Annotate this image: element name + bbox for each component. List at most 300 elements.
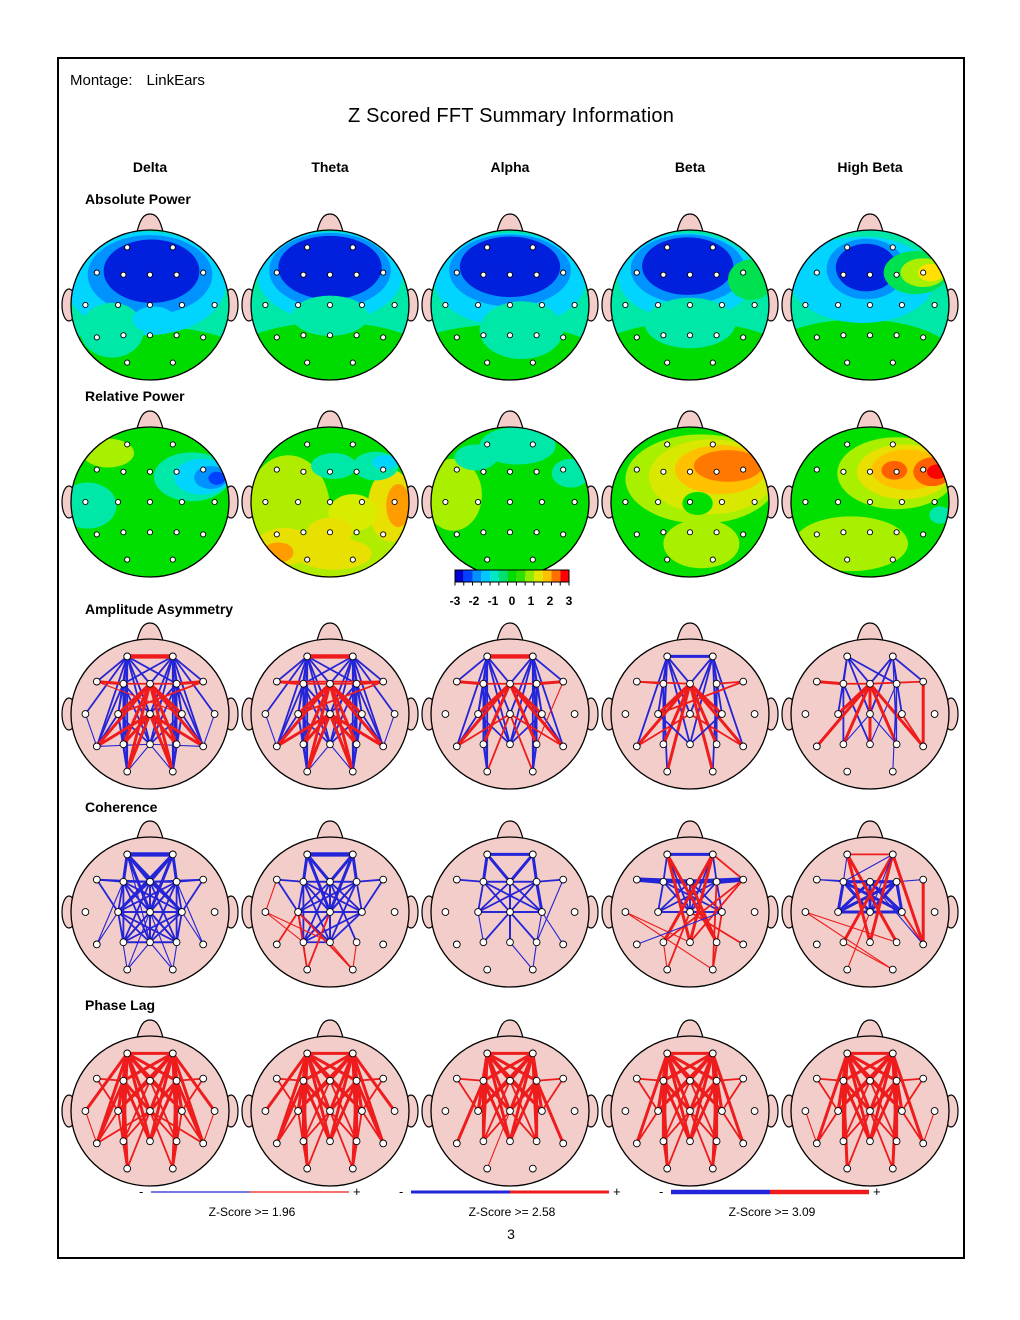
electrode-dot-T6 — [920, 743, 927, 750]
electrode-dot-Fp1 — [485, 245, 490, 250]
head-svg-coherence-alpha — [420, 817, 600, 992]
head-svg-coherence-beta — [600, 817, 780, 992]
electrode-dot-C4 — [359, 711, 366, 718]
electrode-dot-F4 — [713, 878, 720, 885]
electrode-dot-O1 — [665, 360, 670, 365]
electrode-dot-Pz — [507, 1138, 514, 1145]
electrode-dot-T4 — [211, 711, 218, 718]
electrode-dot-P3 — [841, 530, 846, 535]
head-svg-phase-lag-theta — [240, 1016, 420, 1191]
electrode-dot-F3 — [480, 680, 487, 687]
electrode-dot-O1 — [125, 360, 130, 365]
electrode-dot-F8 — [561, 270, 566, 275]
head-svg-phase-lag-alpha — [420, 1016, 600, 1191]
electrode-dot-F7 — [94, 467, 99, 472]
electrode-dot-Fp2 — [350, 245, 355, 250]
electrode-dot-Fz — [327, 469, 332, 474]
electrode-dot-Fp2 — [889, 851, 896, 858]
electrode-dot-C4 — [179, 909, 186, 916]
electrode-dot-Cz — [147, 302, 152, 307]
electrode-dot-C4 — [899, 302, 904, 307]
head-map-phase-lag-theta — [240, 1016, 420, 1191]
electrode-dot-O2 — [709, 966, 716, 973]
electrode-dot-Cz — [507, 499, 512, 504]
electrode-dot-Fz — [507, 680, 514, 687]
electrode-dot-C3 — [115, 711, 122, 718]
electrode-dot-F4 — [533, 878, 540, 885]
electrode-dot-C4 — [359, 499, 364, 504]
electrode-dot-Fp2 — [169, 653, 176, 660]
electrode-dot-F7 — [273, 876, 280, 883]
electrode-dot-F3 — [120, 1077, 127, 1084]
electrode-dot-O2 — [709, 768, 716, 775]
electrode-dot-T6 — [380, 1140, 387, 1147]
electrode-dot-T3 — [263, 499, 268, 504]
head-map-coherence-theta — [240, 817, 420, 992]
electrode-dot-F3 — [300, 1077, 307, 1084]
electrode-dot-T5 — [453, 743, 460, 750]
electrode-dot-T5 — [94, 532, 99, 537]
electrode-dot-F7 — [93, 678, 100, 685]
electrode-dot-Fp2 — [349, 851, 356, 858]
electrode-dot-O1 — [124, 1165, 131, 1172]
electrode-dot-C4 — [899, 909, 906, 916]
electrode-dot-O1 — [305, 360, 310, 365]
electrode-dot-F7 — [273, 678, 280, 685]
electrode-dot-P3 — [480, 939, 487, 946]
electrode-dot-P3 — [841, 333, 846, 338]
legend-item-309 — [657, 1184, 887, 1219]
electrode-dot-Fp2 — [530, 245, 535, 250]
band-header-delta: Delta — [132, 159, 168, 175]
electrode-dot-Pz — [687, 1138, 694, 1145]
electrode-dot-Pz — [687, 741, 694, 748]
head-svg-coherence-delta — [60, 817, 240, 992]
electrode-dot-T3 — [443, 499, 448, 504]
electrode-dot-Fz — [507, 272, 512, 277]
head-svg-coherence-high-beta — [780, 817, 960, 992]
electrode-dot-O1 — [664, 768, 671, 775]
electrode-dot-T3 — [262, 1108, 269, 1115]
electrode-dot-P3 — [121, 333, 126, 338]
electrode-dot-C3 — [295, 711, 302, 718]
electrode-dot-Cz — [687, 499, 692, 504]
electrode-dot-C4 — [899, 499, 904, 504]
electrode-dot-T6 — [741, 335, 746, 340]
electrode-dot-T5 — [274, 335, 279, 340]
electrode-dot-Pz — [507, 741, 514, 748]
electrode-dot-Cz — [147, 909, 154, 916]
electrode-dot-P3 — [300, 1138, 307, 1145]
electrode-dot-Pz — [507, 939, 514, 946]
electrode-dot-T4 — [932, 499, 937, 504]
electrode-dot-Fp1 — [845, 442, 850, 447]
electrode-dot-F4 — [893, 878, 900, 885]
electrode-dot-T5 — [453, 1140, 460, 1147]
electrode-dot-Pz — [507, 530, 512, 535]
electrode-dot-C3 — [115, 909, 122, 916]
electrode-dot-F4 — [174, 272, 179, 277]
electrode-dot-F4 — [353, 1077, 360, 1084]
electrode-dot-P3 — [480, 1138, 487, 1145]
head-svg-coherence-theta — [240, 817, 420, 992]
legend-label-196: Z-Score >= 1.96 — [208, 1205, 296, 1219]
electrode-dot-Fz — [867, 469, 872, 474]
electrode-dot-Fp1 — [485, 442, 490, 447]
electrode-dot-C3 — [475, 1108, 482, 1115]
electrode-dot-Cz — [147, 499, 152, 504]
svg-text:-: - — [659, 1184, 664, 1198]
electrode-dot-Fz — [147, 1077, 154, 1084]
electrode-dot-T6 — [740, 941, 747, 948]
measure-label-relative-power: Relative Power — [85, 388, 185, 404]
electrode-dot-Fz — [687, 272, 692, 277]
electrode-dot-P3 — [660, 741, 667, 748]
electrode-dot-O2 — [709, 1165, 716, 1172]
electrode-dot-T5 — [93, 941, 100, 948]
electrode-dot-T5 — [453, 941, 460, 948]
electrode-dot-P4 — [534, 333, 539, 338]
electrode-dot-C3 — [475, 499, 480, 504]
electrode-dot-O2 — [350, 557, 355, 562]
electrode-dot-O1 — [845, 557, 850, 562]
electrode-dot-T6 — [560, 941, 567, 948]
electrode-dot-Cz — [327, 711, 334, 718]
electrode-dot-T4 — [931, 711, 938, 718]
electrode-dot-C4 — [719, 302, 724, 307]
head-map-phase-lag-beta — [600, 1016, 780, 1191]
electrode-dot-T3 — [623, 302, 628, 307]
electrode-dot-O2 — [169, 768, 176, 775]
electrode-dot-C4 — [179, 499, 184, 504]
electrode-dot-O1 — [844, 768, 851, 775]
electrode-dot-Fp2 — [170, 442, 175, 447]
electrode-dot-T5 — [813, 743, 820, 750]
head-svg-relative-power-theta — [240, 407, 420, 582]
electrode-dot-Fp1 — [124, 1050, 131, 1057]
electrode-dot-C4 — [719, 1108, 726, 1115]
svg-text:-: - — [139, 1184, 144, 1198]
electrode-dot-T3 — [83, 302, 88, 307]
electrode-dot-Fp1 — [665, 245, 670, 250]
montage-value: LinkEars — [146, 72, 205, 89]
electrode-dot-Fp1 — [125, 442, 130, 447]
electrode-dot-Fp2 — [349, 1050, 356, 1057]
electrode-dot-T6 — [200, 1140, 207, 1147]
electrode-dot-T6 — [381, 532, 386, 537]
electrode-dot-P3 — [120, 741, 127, 748]
electrode-dot-T6 — [201, 532, 206, 537]
topo-blob — [794, 516, 908, 571]
electrode-dot-T3 — [442, 1108, 449, 1115]
electrode-dot-P4 — [354, 333, 359, 338]
electrode-dot-P4 — [533, 741, 540, 748]
electrode-dot-T5 — [274, 532, 279, 537]
topo-blob — [460, 237, 560, 297]
electrode-dot-Cz — [327, 499, 332, 504]
electrode-dot-F3 — [120, 878, 127, 885]
electrode-dot-Cz — [867, 499, 872, 504]
electrode-dot-P4 — [173, 1138, 180, 1145]
electrode-dot-C3 — [295, 302, 300, 307]
electrode-dot-F4 — [353, 878, 360, 885]
head-map-amplitude-asymmetry-high-beta — [780, 619, 960, 794]
electrode-dot-Pz — [147, 939, 154, 946]
electrode-dot-Fp2 — [169, 1050, 176, 1057]
head-map-phase-lag-delta — [60, 1016, 240, 1191]
measure-label-coherence: Coherence — [85, 799, 158, 815]
electrode-dot-Pz — [687, 939, 694, 946]
electrode-dot-O2 — [350, 360, 355, 365]
electrode-dot-F8 — [200, 678, 207, 685]
electrode-dot-F8 — [921, 270, 926, 275]
electrode-dot-Fp1 — [844, 1050, 851, 1057]
topo-blob — [682, 492, 712, 515]
electrode-dot-F4 — [534, 272, 539, 277]
electrode-dot-Pz — [147, 1138, 154, 1145]
electrode-dot-T6 — [561, 532, 566, 537]
electrode-dot-F4 — [713, 1077, 720, 1084]
electrode-dot-Fp1 — [664, 653, 671, 660]
electrode-dot-Fz — [327, 1077, 334, 1084]
electrode-dot-P3 — [481, 333, 486, 338]
electrode-dot-F8 — [740, 678, 747, 685]
electrode-dot-F4 — [174, 469, 179, 474]
electrode-dot-C4 — [359, 909, 366, 916]
electrode-dot-Cz — [687, 711, 694, 718]
electrode-dot-O1 — [844, 1165, 851, 1172]
electrode-dot-C4 — [179, 711, 186, 718]
head-svg-amplitude-asymmetry-alpha — [420, 619, 600, 794]
electrode-dot-F4 — [533, 1077, 540, 1084]
electrode-dot-T5 — [814, 532, 819, 537]
electrode-dot-O1 — [304, 966, 311, 973]
colorbar-tick: 3 — [565, 594, 573, 608]
electrode-dot-T3 — [82, 711, 89, 718]
head-map-amplitude-asymmetry-alpha — [420, 619, 600, 794]
electrode-dot-T3 — [622, 1108, 629, 1115]
electrode-dot-T3 — [442, 909, 449, 916]
electrode-dot-Cz — [867, 302, 872, 307]
electrode-dot-P3 — [120, 1138, 127, 1145]
electrode-dot-C4 — [899, 1108, 906, 1115]
electrode-dot-T4 — [391, 909, 398, 916]
electrode-dot-T5 — [814, 335, 819, 340]
electrode-dot-T5 — [93, 1140, 100, 1147]
electrode-dot-O2 — [349, 1165, 356, 1172]
electrode-dot-O2 — [530, 360, 535, 365]
montage — [70, 72, 205, 89]
electrode-dot-F3 — [481, 272, 486, 277]
electrode-dot-Fz — [867, 680, 874, 687]
svg-text:-: - — [399, 1184, 404, 1198]
electrode-dot-F7 — [454, 467, 459, 472]
electrode-dot-T3 — [802, 909, 809, 916]
electrode-dot-T3 — [623, 499, 628, 504]
electrode-dot-T6 — [560, 743, 567, 750]
head-svg-absolute-power-theta — [240, 210, 420, 385]
electrode-dot-T6 — [920, 941, 927, 948]
electrode-dot-P3 — [480, 741, 487, 748]
electrode-dot-O2 — [170, 557, 175, 562]
electrode-dot-F8 — [740, 1075, 747, 1082]
electrode-dot-F7 — [274, 270, 279, 275]
electrode-dot-O2 — [529, 768, 536, 775]
electrode-dot-P4 — [713, 1138, 720, 1145]
electrode-dot-O1 — [125, 557, 130, 562]
electrode-dot-O2 — [169, 1165, 176, 1172]
electrode-dot-P3 — [301, 530, 306, 535]
electrode-dot-Cz — [147, 1108, 154, 1115]
electrode-dot-T4 — [211, 909, 218, 916]
electrode-dot-Fp2 — [710, 245, 715, 250]
electrode-dot-F8 — [560, 876, 567, 883]
electrode-dot-F8 — [921, 467, 926, 472]
electrode-dot-T4 — [751, 1108, 758, 1115]
electrode-dot-P4 — [173, 939, 180, 946]
head-svg-absolute-power-beta — [600, 210, 780, 385]
topo-blob — [663, 519, 739, 568]
electrode-dot-F4 — [894, 272, 899, 277]
electrode-dot-T3 — [802, 711, 809, 718]
electrode-dot-O2 — [889, 768, 896, 775]
electrode-dot-F7 — [93, 1075, 100, 1082]
electrode-dot-Fz — [147, 878, 154, 885]
electrode-dot-F7 — [453, 678, 460, 685]
topo-blob — [278, 236, 381, 299]
electrode-dot-F8 — [380, 876, 387, 883]
electrode-dot-C4 — [179, 302, 184, 307]
electrode-dot-C4 — [359, 302, 364, 307]
colorbar-tick: 0 — [508, 594, 516, 608]
page-title: Z Scored FFT Summary Information — [347, 105, 675, 127]
electrode-dot-Fz — [327, 680, 334, 687]
electrode-dot-F8 — [201, 270, 206, 275]
electrode-dot-Pz — [867, 530, 872, 535]
electrode-dot-C4 — [899, 711, 906, 718]
electrode-dot-C3 — [475, 302, 480, 307]
head-map-relative-power-high-beta — [780, 407, 960, 582]
electrode-dot-O2 — [890, 557, 895, 562]
electrode-dot-Fp2 — [350, 442, 355, 447]
svg-text:+: + — [353, 1184, 361, 1198]
electrode-dot-Fp2 — [710, 442, 715, 447]
electrode-dot-T4 — [752, 302, 757, 307]
electrode-dot-C3 — [835, 909, 842, 916]
electrode-dot-F3 — [661, 272, 666, 277]
electrode-dot-Pz — [147, 530, 152, 535]
electrode-dot-C3 — [655, 1108, 662, 1115]
electrode-dot-Fp2 — [529, 851, 536, 858]
electrode-dot-F7 — [274, 467, 279, 472]
electrode-dot-T4 — [392, 499, 397, 504]
electrode-dot-F3 — [840, 680, 847, 687]
electrode-dot-P4 — [174, 333, 179, 338]
electrode-dot-O1 — [124, 768, 131, 775]
electrode-dot-Cz — [687, 1108, 694, 1115]
electrode-dot-T6 — [741, 532, 746, 537]
head-map-phase-lag-alpha — [420, 1016, 600, 1191]
electrode-dot-F4 — [893, 1077, 900, 1084]
electrode-dot-Pz — [147, 333, 152, 338]
electrode-dot-C3 — [295, 499, 300, 504]
electrode-dot-F8 — [381, 270, 386, 275]
electrode-dot-O1 — [484, 1165, 491, 1172]
electrode-dot-O2 — [169, 966, 176, 973]
electrode-dot-Cz — [867, 711, 874, 718]
electrode-dot-F3 — [840, 878, 847, 885]
electrode-dot-F8 — [381, 467, 386, 472]
electrode-dot-F3 — [121, 272, 126, 277]
electrode-dot-T5 — [634, 335, 639, 340]
electrode-dot-P3 — [660, 1138, 667, 1145]
electrode-dot-F3 — [481, 469, 486, 474]
electrode-dot-T4 — [571, 1108, 578, 1115]
electrode-dot-F7 — [634, 467, 639, 472]
electrode-dot-T3 — [262, 909, 269, 916]
electrode-dot-Pz — [507, 333, 512, 338]
electrode-dot-Fp1 — [484, 653, 491, 660]
band-header-high-beta: High Beta — [837, 159, 903, 175]
electrode-dot-F3 — [301, 272, 306, 277]
electrode-dot-T6 — [381, 335, 386, 340]
colorbar-gradient — [454, 569, 570, 587]
electrode-dot-F7 — [813, 1075, 820, 1082]
electrode-dot-T5 — [454, 335, 459, 340]
electrode-dot-T5 — [813, 1140, 820, 1147]
electrode-dot-Pz — [867, 333, 872, 338]
electrode-dot-Fp2 — [889, 653, 896, 660]
electrode-dot-P3 — [840, 1138, 847, 1145]
electrode-dot-O1 — [484, 966, 491, 973]
electrode-dot-T3 — [263, 302, 268, 307]
legend-line-309 — [657, 1184, 887, 1198]
electrode-dot-Fz — [867, 878, 874, 885]
head-map-relative-power-beta — [600, 407, 780, 582]
electrode-dot-C4 — [179, 1108, 186, 1115]
electrode-dot-P4 — [893, 1138, 900, 1145]
electrode-dot-F7 — [453, 876, 460, 883]
electrode-dot-F7 — [813, 876, 820, 883]
electrode-dot-P4 — [893, 741, 900, 748]
electrode-dot-C3 — [475, 909, 482, 916]
electrode-dot-F4 — [354, 469, 359, 474]
band-header-alpha: Alpha — [490, 159, 530, 175]
electrode-dot-O1 — [664, 1165, 671, 1172]
electrode-dot-Fz — [507, 469, 512, 474]
topo-blob — [480, 301, 564, 359]
electrode-dot-P4 — [353, 1138, 360, 1145]
electrode-dot-F8 — [920, 678, 927, 685]
electrode-dot-Fp1 — [304, 851, 311, 858]
electrode-dot-F7 — [814, 467, 819, 472]
electrode-dot-T4 — [932, 302, 937, 307]
electrode-dot-F8 — [200, 1075, 207, 1082]
electrode-dot-F4 — [714, 469, 719, 474]
electrode-dot-T3 — [262, 711, 269, 718]
electrode-dot-Fz — [507, 1077, 514, 1084]
electrode-dot-T6 — [380, 941, 387, 948]
electrode-dot-O1 — [124, 966, 131, 973]
electrode-dot-Fp1 — [304, 653, 311, 660]
electrode-dot-Fz — [147, 469, 152, 474]
electrode-dot-O2 — [170, 360, 175, 365]
electrode-dot-T3 — [803, 302, 808, 307]
colorbar-tick: 2 — [546, 594, 554, 608]
head-map-absolute-power-theta — [240, 210, 420, 385]
electrode-dot-P4 — [894, 333, 899, 338]
electrode-dot-C3 — [115, 302, 120, 307]
